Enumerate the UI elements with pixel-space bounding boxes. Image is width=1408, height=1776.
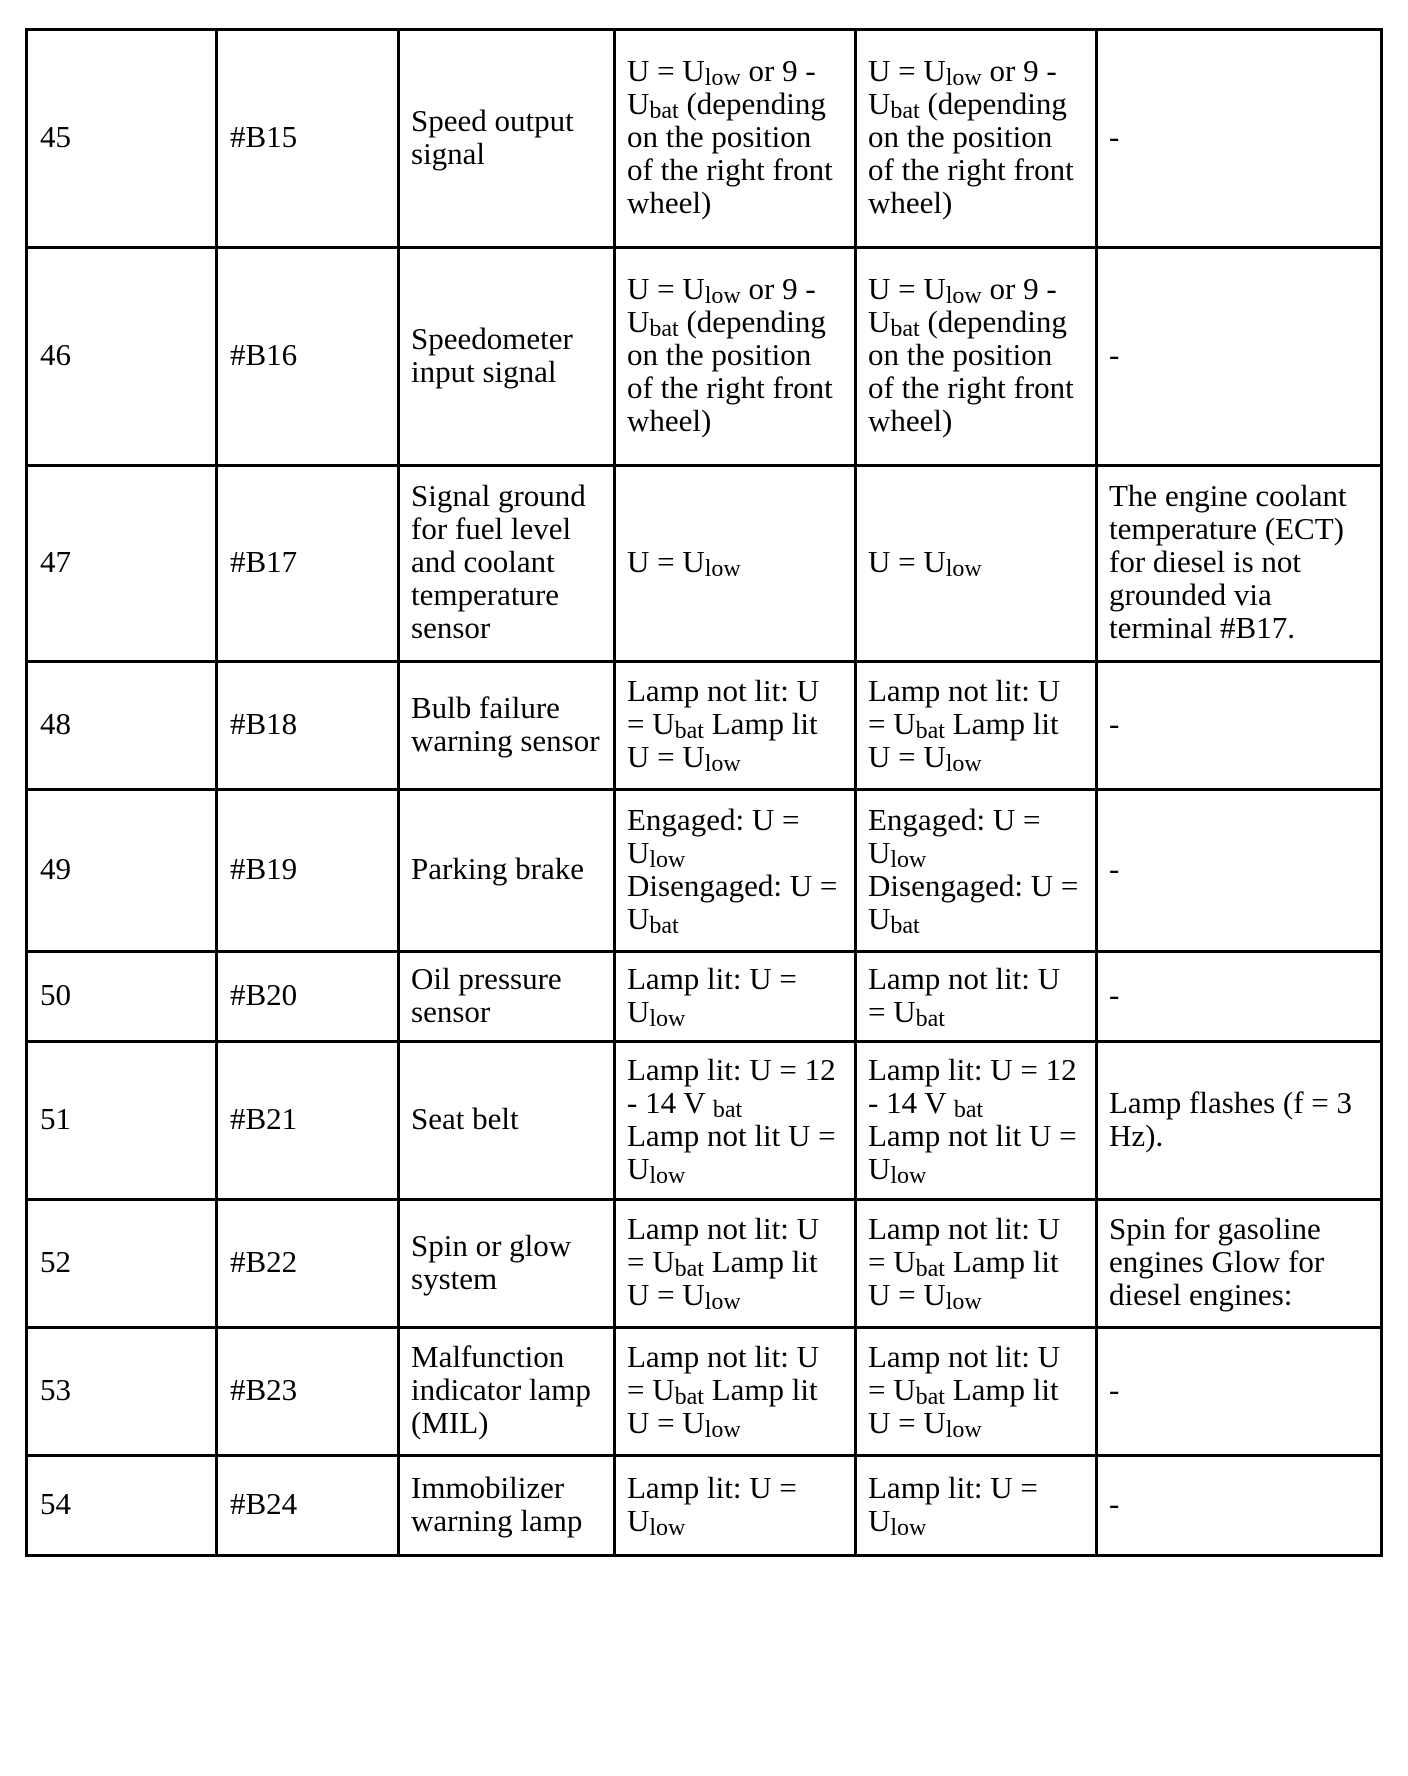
table-row	[27, 952, 1382, 1042]
subscript-text: bat	[712, 1096, 743, 1123]
subscript-text: bat	[674, 718, 704, 745]
subscript-text: bat	[890, 912, 920, 939]
subscript-text: bat	[674, 1256, 704, 1283]
text-segment: -	[1109, 1486, 1120, 1521]
table-row	[27, 248, 1382, 466]
cell-text-block	[627, 673, 843, 778]
voltage-condition-b-cell	[856, 1200, 1097, 1328]
remarks-cell	[1097, 466, 1382, 662]
remarks-cell	[1097, 662, 1382, 790]
terminal-cell: #B15	[217, 30, 399, 248]
subscript-text: bat	[674, 1384, 704, 1411]
voltage-condition-a-cell	[615, 30, 856, 248]
subscript-text: low	[890, 1514, 927, 1541]
voltage-condition-b-cell	[856, 1042, 1097, 1200]
terminal-cell: #B17	[217, 466, 399, 662]
text-segment: or 9 - U	[627, 271, 816, 339]
table-row	[27, 662, 1382, 790]
remarks-cell	[1097, 952, 1382, 1042]
cell-text-block	[627, 1211, 843, 1316]
text-segment: Lamp not lit: U = U	[868, 673, 1061, 741]
text-segment: U = U	[627, 53, 705, 88]
cell-text-block	[868, 1117, 1084, 1189]
text-segment: Lamp lit: U = U	[868, 1469, 1038, 1538]
row-number-cell: 46	[27, 248, 217, 466]
cell-text-block	[868, 673, 1084, 778]
subscript-text: low	[704, 1417, 741, 1444]
text-segment: (depending on the position of the right front wheel)	[868, 86, 1074, 220]
remarks-cell	[1097, 248, 1382, 466]
voltage-condition-a-cell	[615, 1328, 856, 1456]
signal-name-cell: Malfunction indicator lamp (MIL)	[399, 1328, 615, 1456]
terminal-cell: #B22	[217, 1200, 399, 1328]
signal-name-cell: Parking brake	[399, 790, 615, 952]
voltage-condition-a-cell	[615, 952, 856, 1042]
subscript-text: low	[704, 283, 741, 310]
signal-name-cell: Speedometer input signal	[399, 248, 615, 466]
text-segment: The engine coolant temperature (ECT) for diesel is not grounded via terminal #B17.	[1109, 478, 1347, 645]
signal-name-cell: Bulb failure warning sensor	[399, 662, 615, 790]
signal-name-cell: Speed output signal	[399, 30, 615, 248]
subscript-text: low	[649, 1514, 686, 1541]
remarks-cell	[1097, 1456, 1382, 1556]
voltage-condition-b-cell	[856, 466, 1097, 662]
subscript-text: bat	[649, 98, 679, 125]
table-row	[27, 790, 1382, 952]
signal-name-cell: Oil pressure sensor	[399, 952, 615, 1042]
cell-text-block	[868, 1339, 1084, 1444]
cell-text-block	[627, 54, 843, 219]
table-body	[27, 30, 1382, 1556]
subscript-text: low	[945, 1417, 982, 1444]
text-segment: Lamp not lit U = U	[627, 1117, 836, 1186]
text-segment: -	[1109, 851, 1120, 886]
text-segment: U = U	[627, 271, 705, 306]
voltage-condition-b-cell	[856, 1328, 1097, 1456]
voltage-condition-a-cell	[615, 662, 856, 790]
signal-name-cell: Signal ground for fuel level and coolant temperature sensor	[399, 466, 615, 662]
cell-text-block	[627, 960, 843, 1032]
row-number-cell: 54	[27, 1456, 217, 1556]
cell-text-block	[868, 1051, 1084, 1123]
text-segment: or 9 - U	[868, 271, 1057, 339]
cell-text-block	[1109, 1487, 1369, 1520]
pin-assignment-table	[25, 28, 1383, 1557]
text-segment: Lamp lit U = U	[627, 706, 818, 774]
cell-text-block	[868, 54, 1084, 219]
terminal-cell: #B18	[217, 662, 399, 790]
cell-text-block	[627, 867, 843, 939]
voltage-condition-a-cell	[615, 790, 856, 952]
voltage-condition-b-cell	[856, 662, 1097, 790]
cell-text-block	[868, 1211, 1084, 1316]
table-row	[27, 1042, 1382, 1200]
signal-name-cell: Spin or glow system	[399, 1200, 615, 1328]
row-number-cell: 50	[27, 952, 217, 1042]
subscript-text: low	[945, 1289, 982, 1316]
text-segment: Lamp lit: U = U	[627, 1469, 797, 1538]
subscript-text: low	[945, 556, 982, 583]
terminal-cell: #B24	[217, 1456, 399, 1556]
text-segment: Lamp not lit: U = U	[868, 1339, 1061, 1407]
voltage-condition-a-cell	[615, 1200, 856, 1328]
cell-text-block	[1109, 707, 1369, 740]
subscript-text: low	[890, 1162, 927, 1189]
cell-text-block	[1109, 120, 1369, 153]
text-segment: Disengaged: U = U	[868, 867, 1079, 936]
subscript-text: bat	[953, 1096, 984, 1123]
text-segment: Lamp not lit: U = U	[627, 1339, 820, 1407]
text-segment: Lamp lit U = U	[868, 1372, 1059, 1440]
cell-text-block	[1109, 1373, 1369, 1406]
row-number-cell: 49	[27, 790, 217, 952]
voltage-condition-b-cell	[856, 952, 1097, 1042]
text-segment: Lamp not lit: U = U	[627, 673, 820, 741]
cell-text-block	[868, 272, 1084, 437]
cell-text-block	[868, 960, 1084, 1032]
cell-text-block	[1109, 978, 1369, 1011]
voltage-condition-b-cell	[856, 248, 1097, 466]
cell-text-block	[627, 1051, 843, 1123]
terminal-cell: #B23	[217, 1328, 399, 1456]
row-number-cell: 47	[27, 466, 217, 662]
text-segment: Lamp lit U = U	[627, 1244, 818, 1312]
text-segment: Disengaged: U = U	[627, 867, 838, 936]
voltage-condition-a-cell	[615, 1042, 856, 1200]
text-segment: U = U	[868, 53, 946, 88]
remarks-cell	[1097, 790, 1382, 952]
text-segment: Lamp not lit: U = U	[868, 1211, 1061, 1279]
subscript-text: low	[945, 65, 982, 92]
subscript-text: low	[649, 1005, 686, 1032]
text-segment: (depending on the position of the right front wheel)	[627, 86, 833, 220]
text-segment: Lamp lit: U = 12 - 14 V	[627, 1051, 836, 1120]
subscript-text: bat	[915, 718, 945, 745]
cell-text-block	[868, 801, 1084, 873]
terminal-cell: #B20	[217, 952, 399, 1042]
subscript-text: low	[704, 1289, 741, 1316]
text-segment: Lamp not lit: U = U	[868, 960, 1061, 1029]
text-segment: Lamp not lit: U = U	[627, 1211, 820, 1279]
text-segment: Engaged: U = U	[627, 801, 800, 870]
text-segment: or 9 - U	[627, 53, 816, 121]
remarks-cell	[1097, 1328, 1382, 1456]
voltage-condition-a-cell	[615, 466, 856, 662]
subscript-text: low	[945, 283, 982, 310]
cell-text-block	[627, 801, 843, 873]
cell-text-block	[627, 1117, 843, 1189]
text-segment: U = U	[868, 271, 946, 306]
text-segment: Lamp lit: U = U	[627, 960, 797, 1029]
subscript-text: low	[649, 1162, 686, 1189]
subscript-text: bat	[890, 316, 920, 343]
voltage-condition-b-cell	[856, 1456, 1097, 1556]
subscript-text: low	[649, 846, 686, 873]
cell-text-block	[627, 1339, 843, 1444]
cell-text-block	[627, 272, 843, 437]
text-segment: or 9 - U	[868, 53, 1057, 121]
row-number-cell: 48	[27, 662, 217, 790]
row-number-cell: 53	[27, 1328, 217, 1456]
text-segment: U = U	[627, 544, 705, 579]
cell-text-block	[627, 1469, 843, 1541]
text-segment: -	[1109, 1372, 1120, 1407]
text-segment: Lamp lit U = U	[627, 1372, 818, 1440]
subscript-text: bat	[649, 316, 679, 343]
subscript-text: low	[704, 751, 741, 778]
subscript-text: bat	[915, 1005, 945, 1032]
voltage-condition-a-cell	[615, 1456, 856, 1556]
subscript-text: low	[704, 65, 741, 92]
row-number-cell: 51	[27, 1042, 217, 1200]
subscript-text: low	[945, 751, 982, 778]
cell-text-block	[1109, 1086, 1369, 1152]
text-segment: Engaged: U = U	[868, 801, 1041, 870]
row-number-cell: 45	[27, 30, 217, 248]
text-segment: Lamp not lit U = U	[868, 1117, 1077, 1186]
table-row	[27, 30, 1382, 248]
cell-text-block	[868, 867, 1084, 939]
cell-text-block	[1109, 852, 1369, 885]
subscript-text: bat	[649, 912, 679, 939]
text-segment: -	[1109, 706, 1120, 741]
voltage-condition-b-cell	[856, 30, 1097, 248]
signal-name-cell: Seat belt	[399, 1042, 615, 1200]
terminal-cell: #B16	[217, 248, 399, 466]
text-segment: U = U	[868, 544, 946, 579]
text-segment: Lamp lit: U = 12 - 14 V	[868, 1051, 1077, 1120]
remarks-cell	[1097, 1042, 1382, 1200]
text-segment: Lamp lit U = U	[868, 1244, 1059, 1312]
signal-name-cell: Immobilizer warning lamp	[399, 1456, 615, 1556]
cell-text-block	[1109, 479, 1369, 644]
subscript-text: bat	[915, 1384, 945, 1411]
text-segment: Lamp lit U = U	[868, 706, 1059, 774]
text-segment: (depending on the position of the right front wheel)	[868, 304, 1074, 438]
cell-text-block	[868, 544, 1084, 583]
table-row	[27, 466, 1382, 662]
subscript-text: bat	[915, 1256, 945, 1283]
subscript-text: bat	[890, 98, 920, 125]
subscript-text: low	[890, 846, 927, 873]
voltage-condition-a-cell	[615, 248, 856, 466]
terminal-cell: #B21	[217, 1042, 399, 1200]
cell-text-block	[1109, 338, 1369, 371]
remarks-cell	[1097, 1200, 1382, 1328]
cell-text-block	[1109, 1212, 1369, 1311]
table-row	[27, 1328, 1382, 1456]
text-segment: Lamp flashes (f = 3 Hz).	[1109, 1084, 1353, 1153]
text-segment: (depending on the position of the right front wheel)	[627, 304, 833, 438]
remarks-cell	[1097, 30, 1382, 248]
text-segment: -	[1109, 977, 1120, 1012]
cell-text-block	[868, 1469, 1084, 1541]
text-segment: -	[1109, 337, 1120, 372]
cell-text-block	[627, 544, 843, 583]
subscript-text: low	[704, 556, 741, 583]
text-segment: Spin for gasoline engines Glow for diesel engines:	[1109, 1211, 1325, 1312]
row-number-cell: 52	[27, 1200, 217, 1328]
voltage-condition-b-cell	[856, 790, 1097, 952]
table-row	[27, 1200, 1382, 1328]
table-row	[27, 1456, 1382, 1556]
terminal-cell: #B19	[217, 790, 399, 952]
text-segment: -	[1109, 119, 1120, 154]
